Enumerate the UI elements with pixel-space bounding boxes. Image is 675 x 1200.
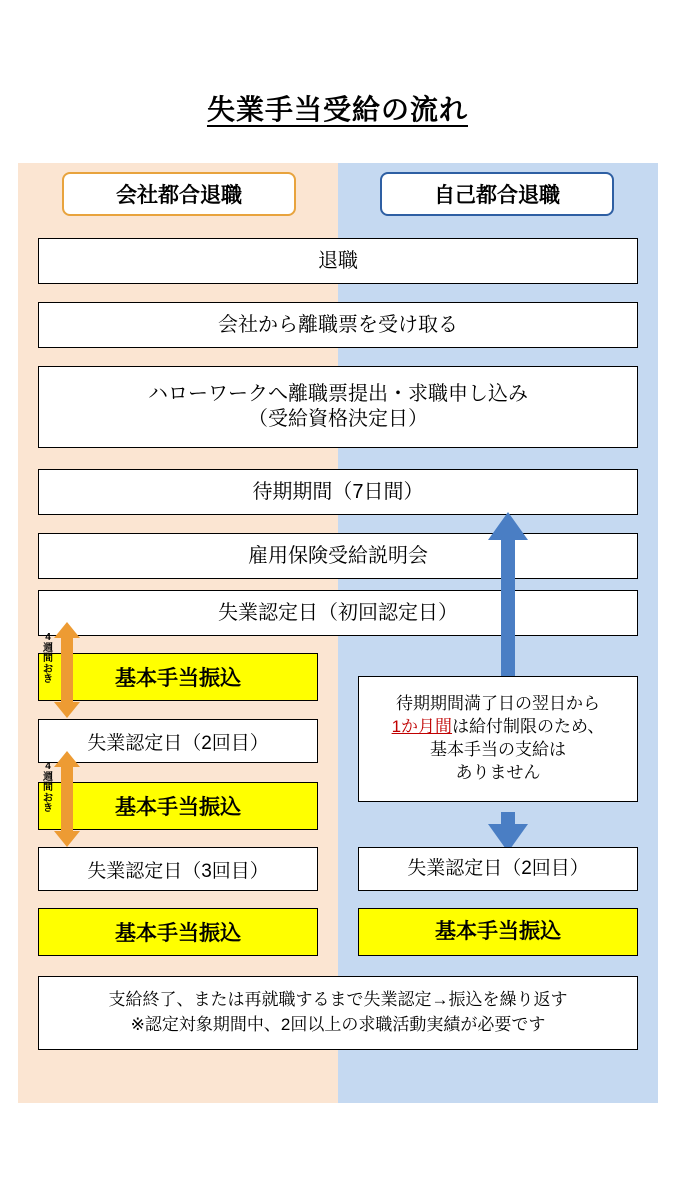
- step-resignation-label: 退職: [318, 249, 358, 272]
- right-step-payment: [358, 908, 638, 956]
- benefit-restriction-note-line3: 基本手当の支給は: [430, 740, 566, 759]
- right-step-recert-2-label: 失業認定日（2回目）: [407, 858, 589, 880]
- benefit-restriction-down-arrow-icon: [488, 812, 528, 852]
- column-header-left-label: 会社都合退職: [116, 184, 242, 207]
- left-step-payment-3: [38, 908, 318, 956]
- column-header-personal-reason: [380, 172, 614, 216]
- step-hellowork-submit-line2: （受給資格決定日）: [248, 408, 428, 430]
- left-step-payment-3-label: 基本手当振込: [115, 922, 241, 945]
- page-title: 失業手当受給の流れ: [206, 94, 468, 125]
- right-step-recert-2: [358, 847, 638, 891]
- left-step-payment-2-label: 基本手当振込: [115, 796, 241, 819]
- step-insurance-briefing: [38, 533, 638, 579]
- left-step-recert-3: [38, 847, 318, 891]
- bottom-note-line1: 支給終了、または再就職するまで失業認定→振込を繰り返す: [108, 990, 568, 1010]
- step-first-recertification-label: 失業認定日（初回認定日）: [218, 601, 458, 624]
- column-header-company-reason: [62, 172, 296, 216]
- interval-arrow-2-icon: [54, 751, 80, 847]
- left-step-payment-1: [38, 653, 318, 701]
- column-header-right-label: 自己都合退職: [434, 184, 560, 207]
- interval-arrow-1-icon: [54, 622, 80, 718]
- benefit-restriction-note-line4: ありません: [455, 762, 541, 782]
- step-receive-separation-notice-label: 会社から離職票を受け取る: [218, 313, 458, 336]
- benefit-restriction-up-arrow-icon: [488, 512, 528, 682]
- left-step-recert-3-label: 失業認定日（3回目）: [87, 860, 269, 882]
- step-receive-separation-notice: [38, 302, 638, 348]
- step-waiting-period-label: 待期期間（7日間）: [252, 480, 424, 503]
- bottom-note: [38, 976, 638, 1050]
- benefit-restriction-note: [358, 676, 638, 802]
- step-resignation: [38, 238, 638, 284]
- interval-label-1: 4 週 間 お き: [43, 632, 53, 685]
- step-hellowork-submit-line1: ハローワークへ離職票提出・求職申し込み: [148, 383, 528, 405]
- benefit-restriction-period: 1か月間: [391, 717, 453, 737]
- step-waiting-period: [38, 469, 638, 515]
- left-step-recert-2: [38, 719, 318, 763]
- benefit-restriction-note-line2-rest: は給付制限のため、: [452, 717, 605, 737]
- step-insurance-briefing-label: 雇用保険受給説明会: [248, 544, 428, 567]
- benefit-restriction-note-line1: 待期期間満了日の翌日から: [396, 694, 600, 714]
- left-step-payment-2: [38, 782, 318, 830]
- left-step-recert-2-label: 失業認定日（2回目）: [87, 732, 269, 754]
- step-hellowork-submit: [38, 366, 638, 448]
- step-first-recertification: [38, 590, 638, 636]
- left-step-payment-1-label: 基本手当振込: [115, 667, 241, 690]
- right-step-payment-label: 基本手当振込: [435, 919, 561, 943]
- bottom-note-line2: ※認定対象期間中、2回以上の求職活動実績が必要です: [130, 1015, 546, 1034]
- benefit-restriction-note-line2: [392, 716, 605, 739]
- interval-label-2: 4 週 間 お き: [43, 761, 53, 814]
